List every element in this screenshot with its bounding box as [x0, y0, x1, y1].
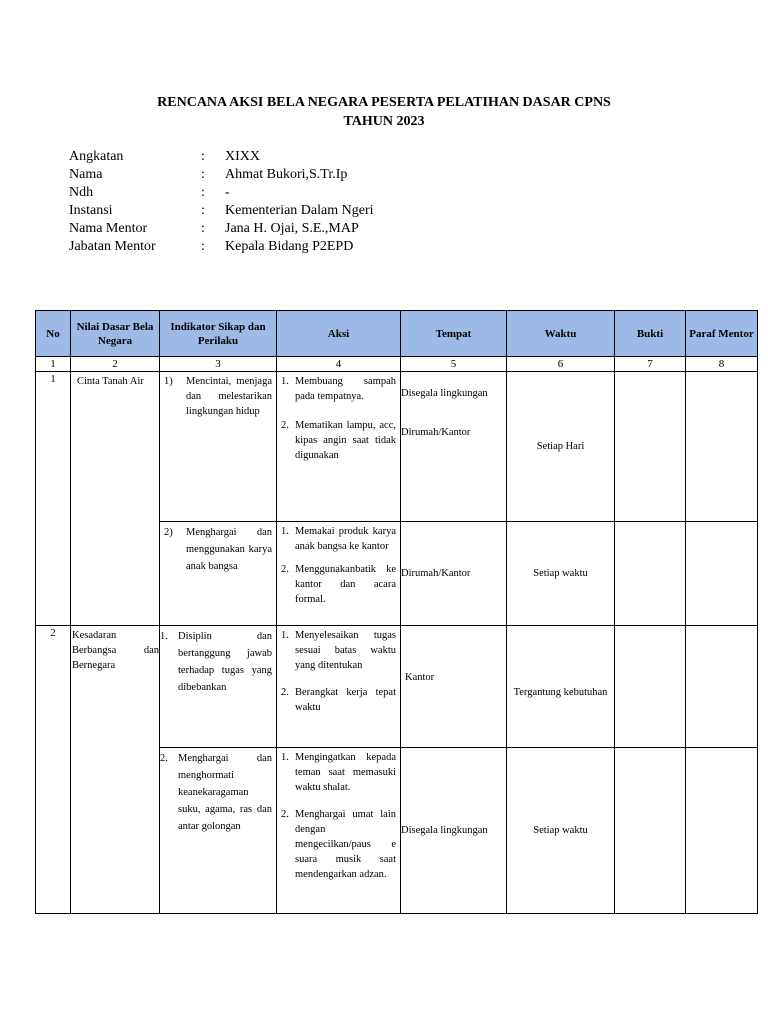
indikator-marker: 1. [160, 631, 168, 642]
document-title: RENCANA AKSI BELA NEGARA PESERTA PELATIHAN DASAR CPNS [157, 95, 611, 110]
paraf-cell [686, 748, 758, 914]
tempat-text: Kantor [405, 672, 435, 683]
indikator-item [160, 750, 272, 835]
aksi-cell [277, 748, 401, 914]
nilai-dasar-text: Kesadaran Berbangsa dan Bernegara [72, 630, 159, 671]
header-aksi: Aksi [277, 311, 401, 357]
aksi-item [281, 418, 396, 463]
info-value: - [225, 185, 230, 200]
table-row [36, 626, 758, 748]
info-row-nama-mentor [69, 220, 469, 238]
waktu-cell: Setiap waktu [507, 522, 615, 626]
aksi-text: Menghargai umat lain dengan mengecilkan/paus e suara musik saat mendengarkan adzan. [295, 809, 396, 880]
indikator-item [164, 524, 272, 575]
aksi-marker: 1. [281, 630, 289, 641]
aksi-text: Mengingatkan kepada teman saat memasuki waktu shalat. [295, 752, 396, 793]
indikator-cell [160, 626, 277, 748]
aksi-cell [277, 372, 401, 522]
info-value: XIXX [225, 149, 260, 164]
table-row [36, 372, 758, 522]
aksi-marker: 1. [281, 752, 289, 763]
column-number-row [36, 357, 758, 372]
aksi-text: Mematikan lampu, acc, kipas angin saat tidak digunakan [295, 420, 396, 461]
aksi-item [281, 685, 396, 715]
header-indikator: Indikator Sikap dan Perilaku [160, 311, 277, 357]
document-year: TAHUN 2023 [343, 114, 425, 129]
info-row-jabatan-mentor [69, 238, 469, 256]
aksi-text: Memakai produk karya anak bangsa ke kantor [295, 526, 396, 552]
aksi-text: Membuang sampah pada tempatnya. [295, 376, 396, 402]
info-value: Ahmat Bukori,S.Tr.Ip [225, 167, 348, 182]
column-number: 7 [615, 357, 686, 372]
indikator-cell [160, 522, 277, 626]
tempat-cell [401, 372, 507, 522]
aksi-cell [277, 626, 401, 748]
aksi-marker: 1. [281, 376, 289, 387]
header-no: No [36, 311, 71, 357]
column-number: 3 [160, 357, 277, 372]
info-label: Instansi [69, 203, 113, 218]
tempat-cell [401, 522, 507, 626]
aksi-item [281, 524, 396, 554]
info-colon: : [201, 149, 205, 164]
aksi-text: Menyelesaikan tugas sesuai batas waktu yang ditentukan [295, 630, 396, 671]
column-number: 1 [36, 357, 71, 372]
aksi-marker: 1. [281, 526, 289, 537]
info-value: Jana H. Ojai, S.E.,MAP [225, 221, 359, 236]
tempat-text: Disegala lingkungan [401, 825, 488, 836]
column-number: 6 [507, 357, 615, 372]
aksi-item [281, 628, 396, 673]
bukti-cell [615, 626, 686, 748]
aksi-item [281, 374, 396, 404]
table-header-row [36, 311, 758, 357]
header-paraf-mentor: Paraf Mentor [686, 311, 758, 357]
aksi-text: Menggunakanbatik ke kantor dan acara formal. [295, 564, 396, 605]
action-plan-table [35, 310, 758, 914]
nilai-dasar-cell [71, 372, 160, 626]
aksi-marker: 2. [281, 420, 289, 431]
aksi-marker: 2. [281, 809, 289, 820]
column-number: 2 [71, 357, 160, 372]
indikator-item [160, 628, 272, 696]
indikator-item [164, 374, 272, 419]
indikator-cell [160, 748, 277, 914]
tempat-text: Dirumah/Kantor [401, 427, 471, 438]
header-waktu: Waktu [507, 311, 615, 357]
info-label: Jabatan Mentor [69, 239, 156, 254]
bukti-cell [615, 372, 686, 522]
bukti-cell [615, 522, 686, 626]
indikator-marker: 2. [160, 753, 168, 764]
header-nilai-dasar: Nilai Dasar Bela Negara [71, 311, 160, 357]
info-row-angkatan [69, 148, 469, 166]
aksi-item [281, 807, 396, 882]
tempat-cell [401, 626, 507, 748]
column-number: 5 [401, 357, 507, 372]
info-label: Nama Mentor [69, 221, 148, 236]
aksi-item [281, 562, 396, 607]
info-row-nama [69, 166, 469, 184]
waktu-cell [507, 626, 615, 748]
info-colon: : [201, 167, 205, 182]
column-number: 8 [686, 357, 758, 372]
row-number: 2 [36, 626, 71, 914]
aksi-item [281, 750, 396, 795]
info-colon: : [201, 203, 205, 218]
info-label: Angkatan [69, 149, 124, 164]
waktu-text: Tergantung kebutuhan [513, 687, 608, 698]
info-colon: : [201, 185, 205, 200]
participant-info [69, 148, 469, 256]
info-row-instansi [69, 202, 469, 220]
aksi-marker: 2. [281, 687, 289, 698]
waktu-cell: Setiap waktu [507, 748, 615, 914]
aksi-marker: 2. [281, 564, 289, 575]
info-label: Nama [69, 167, 103, 182]
indikator-cell [160, 372, 277, 522]
nilai-dasar-cell [71, 626, 160, 914]
row-number: 1 [36, 372, 71, 626]
aksi-cell [277, 522, 401, 626]
indikator-text: Menghargai dan menggunakan karya anak bangsa [186, 527, 272, 572]
waktu-cell: Setiap Hari [507, 372, 615, 522]
paraf-cell [686, 372, 758, 522]
info-value: Kementerian Dalam Ngeri [225, 203, 374, 218]
header-tempat: Tempat [401, 311, 507, 357]
tempat-cell [401, 748, 507, 914]
info-label: Ndh [69, 185, 94, 200]
info-colon: : [201, 221, 205, 236]
nilai-dasar-text: Cinta Tanah Air [77, 376, 144, 387]
info-value: Kepala Bidang P2EPD [225, 239, 354, 254]
tempat-text: Dirumah/Kantor [401, 568, 471, 579]
indikator-marker: 1) [164, 376, 173, 387]
indikator-text: Mencintai, menjaga dan melestarikan lingkungan hidup [186, 376, 272, 417]
info-colon: : [201, 239, 205, 254]
info-row-ndh [69, 184, 469, 202]
column-number: 4 [277, 357, 401, 372]
indikator-marker: 2) [164, 527, 173, 538]
bukti-cell [615, 748, 686, 914]
header-bukti: Bukti [615, 311, 686, 357]
paraf-cell [686, 522, 758, 626]
indikator-text: Menghargai dan menghormati keanekaragaman suku, agama, ras dan antar golongan [178, 753, 272, 832]
indikator-text: Disiplin dan bertanggung jawab terhadap tugas yang dibebankan [178, 631, 272, 693]
paraf-cell [686, 626, 758, 748]
aksi-text: Berangkat kerja tepat waktu [295, 687, 396, 713]
tempat-text: Disegala lingkungan [401, 388, 488, 399]
